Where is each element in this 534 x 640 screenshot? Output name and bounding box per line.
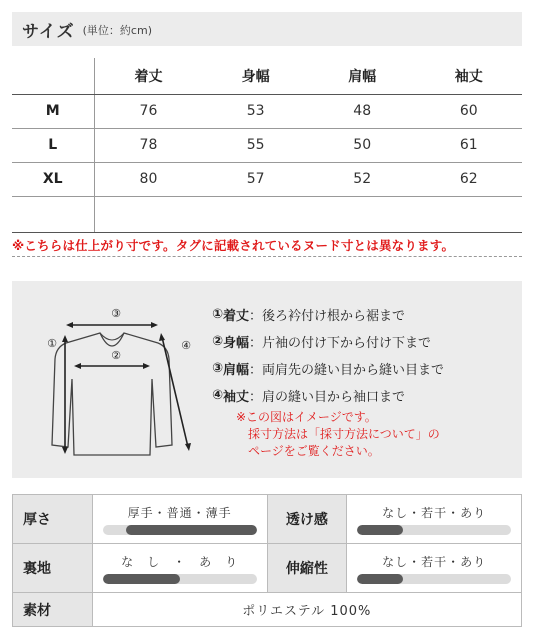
divider xyxy=(12,256,522,257)
legend-num: ② xyxy=(212,334,224,349)
size-header xyxy=(12,12,522,46)
legend-desc: ：片袖の付け下から付け下まで xyxy=(249,336,432,351)
legend-num: ④ xyxy=(212,388,224,403)
arrow-head xyxy=(66,322,73,328)
table-cell: 76 xyxy=(94,94,202,128)
lining-scale xyxy=(92,544,267,593)
legend-desc: ：肩の縫い目から袖口まで xyxy=(249,390,406,405)
lining-bar xyxy=(103,574,257,584)
arrow-head xyxy=(62,447,68,454)
size-label: M xyxy=(12,94,94,128)
size-table xyxy=(12,58,522,233)
stretch-scale xyxy=(347,544,522,593)
sheer-fill xyxy=(357,525,403,535)
legend-item xyxy=(212,328,444,355)
thickness-label: 厚さ xyxy=(13,495,93,544)
measurement-diagram-panel xyxy=(12,281,522,478)
legend-item xyxy=(212,382,444,409)
table-cell: 52 xyxy=(309,162,416,196)
image-note-line: ページをご覧ください。 xyxy=(248,444,380,458)
legend-desc: ：両肩先の縫い目から縫い目まで xyxy=(249,363,445,378)
size-label: L xyxy=(12,128,94,162)
legend-label: 着丈 xyxy=(223,309,250,324)
thickness-bar xyxy=(103,525,257,535)
arrow-head xyxy=(143,363,150,369)
thickness-scale-text: 厚手・普通・薄手 xyxy=(127,505,232,520)
sheer-scale xyxy=(347,495,522,544)
spec-row xyxy=(13,544,522,593)
marker-1: ① xyxy=(47,337,57,350)
arrow-head xyxy=(151,322,158,328)
table-cell: 48 xyxy=(309,94,416,128)
stretch-bar xyxy=(357,574,511,584)
legend-num: ① xyxy=(212,307,224,322)
marker-3: ③ xyxy=(111,307,121,320)
table-row xyxy=(12,162,522,196)
lining-scale-text: な し ・ あ り xyxy=(121,554,239,569)
unit-label: (単位：約cm) xyxy=(82,24,152,37)
size-title: サイズ xyxy=(22,21,75,42)
image-note-line: 採寸方法は「採寸方法について」の xyxy=(248,427,440,441)
legend-label: 肩幅 xyxy=(223,363,250,378)
table-cell: 80 xyxy=(94,162,202,196)
stretch-scale-text: なし・若干・あり xyxy=(382,554,487,569)
lining-label: 裏地 xyxy=(13,544,93,593)
arrow-head xyxy=(159,333,165,341)
thickness-scale xyxy=(92,495,267,544)
table-cell: 78 xyxy=(94,128,202,162)
stretch-label: 伸縮性 xyxy=(267,544,347,593)
legend-item xyxy=(212,301,444,328)
table-row-empty xyxy=(12,196,522,232)
lining-fill xyxy=(103,574,180,584)
measurement-legend xyxy=(212,301,444,409)
sheer-bar xyxy=(357,525,511,535)
table-cell: 55 xyxy=(202,128,309,162)
table-cell: 62 xyxy=(415,162,522,196)
material-value: ポリエステル 100% xyxy=(92,593,521,627)
table-row xyxy=(12,94,522,128)
finished-size-note: ※こちらは仕上がり寸です。タグに記載されているヌード寸とは異なります。 xyxy=(12,238,455,253)
legend-label: 袖丈 xyxy=(223,390,250,405)
spec-table xyxy=(12,494,522,627)
marker-2: ② xyxy=(111,349,121,362)
spec-row xyxy=(13,593,522,627)
stretch-fill xyxy=(357,574,403,584)
sheer-scale-text: なし・若干・あり xyxy=(382,505,487,520)
empty-cell xyxy=(415,196,522,232)
col-header: 肩幅 xyxy=(309,58,416,94)
arrow-head xyxy=(62,335,68,342)
empty-cell xyxy=(202,196,309,232)
table-cell: 61 xyxy=(415,128,522,162)
empty-cell xyxy=(12,196,94,232)
arrow-head xyxy=(74,363,81,369)
legend-item xyxy=(212,355,444,382)
shirt-diagram xyxy=(38,295,208,465)
image-note xyxy=(236,409,440,460)
size-table-header-row xyxy=(12,58,522,94)
col-header: 身幅 xyxy=(202,58,309,94)
image-note-line: ※この図はイメージです。 xyxy=(236,410,377,424)
col-header: 袖丈 xyxy=(415,58,522,94)
marker-4: ④ xyxy=(181,339,191,352)
size-label: XL xyxy=(12,162,94,196)
table-cell: 57 xyxy=(202,162,309,196)
table-cell: 50 xyxy=(309,128,416,162)
legend-label: 身幅 xyxy=(223,336,250,351)
table-row xyxy=(12,128,522,162)
empty-cell xyxy=(309,196,416,232)
table-cell: 60 xyxy=(415,94,522,128)
thickness-fill xyxy=(126,525,257,535)
legend-num: ③ xyxy=(212,361,224,376)
spec-row xyxy=(13,495,522,544)
arrow-head xyxy=(185,443,191,451)
sleeve-arrow xyxy=(162,337,188,447)
table-cell: 53 xyxy=(202,94,309,128)
empty-cell xyxy=(94,196,202,232)
material-label: 素材 xyxy=(13,593,93,627)
col-header: 着丈 xyxy=(94,58,202,94)
corner-cell xyxy=(12,58,94,94)
legend-desc: ：後ろ衿付け根から裾まで xyxy=(249,309,406,324)
sheer-label: 透け感 xyxy=(267,495,347,544)
